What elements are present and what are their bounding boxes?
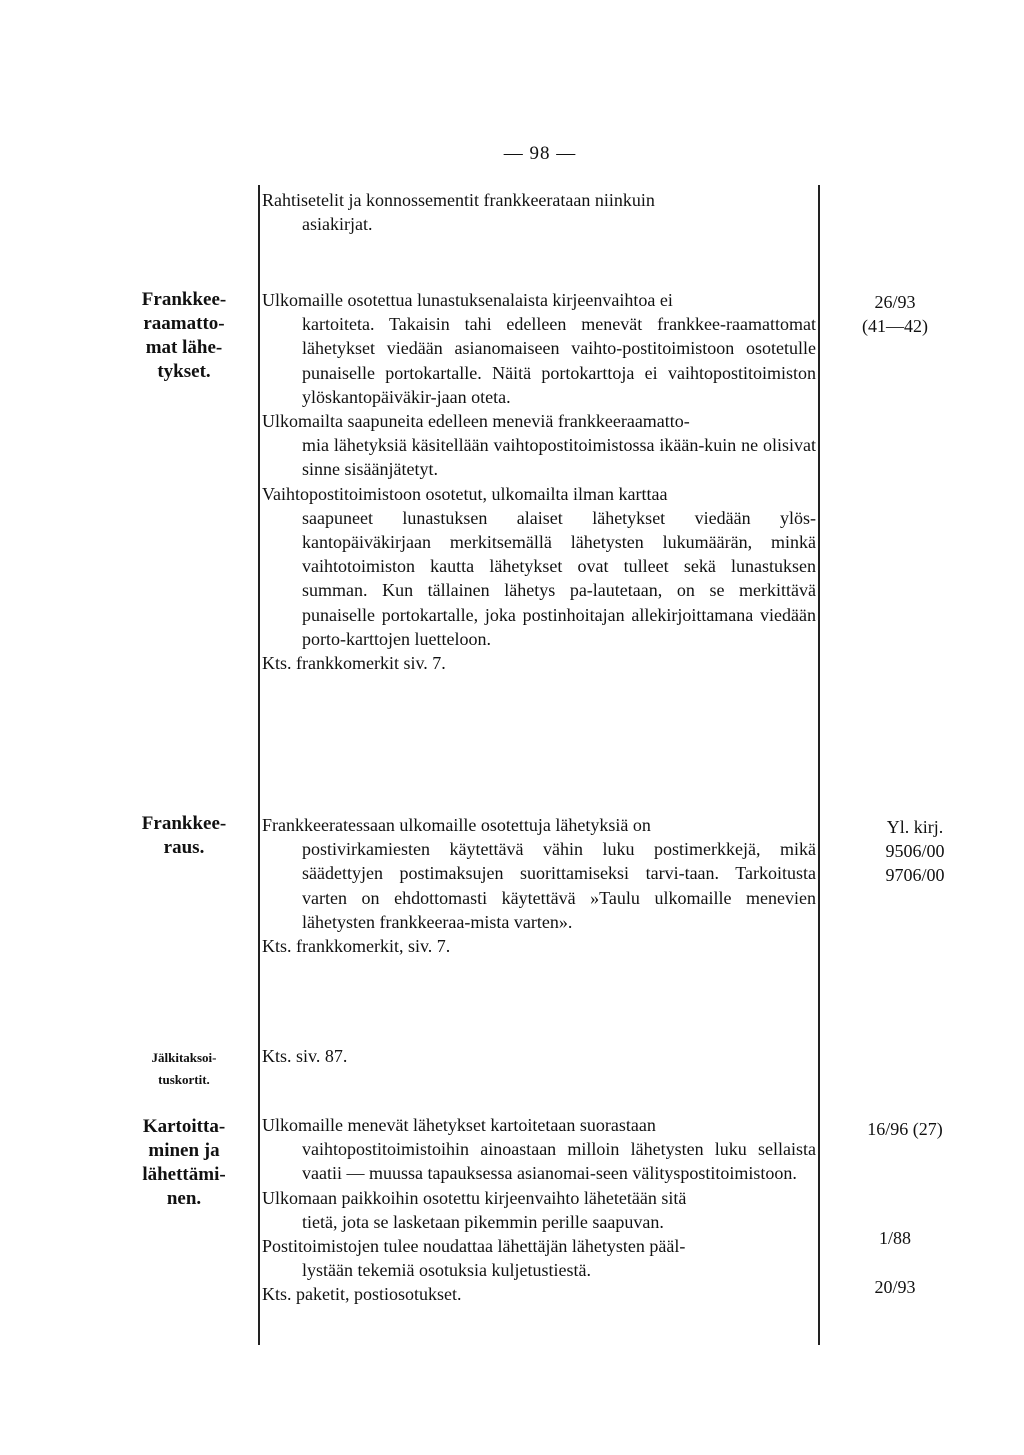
- side-heading-line: raus.: [163, 837, 205, 858]
- reference-line: 9706/00: [885, 865, 945, 885]
- paragraph-first-line: Ulkomaan paikkoihin osotettu kirjeenvaihto lähetetään sitä: [262, 1187, 687, 1208]
- section-intro: [262, 188, 816, 236]
- paragraph: [262, 1186, 816, 1234]
- paragraph: [262, 409, 816, 482]
- paragraph-first-line: Vaihtopostitoimistoon osotetut, ulkomailta ilman karttaa: [262, 483, 668, 504]
- paragraph: [262, 813, 816, 934]
- paragraph-rest: lystään tekemiä osotuksia kuljetustiestä.: [302, 1260, 591, 1281]
- paragraph-first-line: Frankkeeratessaan ulkomaille osotettuja lähetyksiä on: [262, 815, 651, 835]
- margin-reference: [850, 815, 980, 887]
- paragraph-first-line: Kts. paketit, postiosotukset.: [262, 1284, 462, 1305]
- paragraph-rest: saapuneet lunastuksen alaiset lähetykset viedään ylös-kantopäiväkirjaan merkitsemällä lähetysten lukumäärän, minkä vaihtotoimiston kautta lähetykset ovat tulleet sekä lunastuksen summan. Kun tällainen lähetys pa-lautetaan, on se merkittävä punaiselle portokartalle, joka postinhoitajan allekirjoittamana viedään porto-karttojen luetteloon.: [302, 507, 816, 649]
- reference-line: 20/93: [874, 1277, 916, 1297]
- paragraph-first-line: Ulkomaille osotettua lunastuksenalaista kirjeenvaihtoa ei: [262, 290, 673, 310]
- paragraph: [262, 651, 816, 675]
- paragraph-first-line: Kts. siv. 87.: [262, 1046, 348, 1066]
- side-heading-line: Frankkee-: [141, 813, 227, 834]
- side-heading-line: Kartoitta-: [142, 1116, 226, 1137]
- paragraph: [262, 188, 816, 236]
- paragraph-first-line: Kts. frankkomerkit siv. 7.: [262, 653, 446, 674]
- paragraph-first-line: Ulkomaille menevät lähetykset kartoitetaan suorastaan: [262, 1115, 656, 1135]
- side-heading-line: lähettämi-: [142, 1164, 226, 1185]
- side-heading-line: minen ja: [148, 1140, 220, 1161]
- paragraph-rest: asiakirjat.: [302, 214, 373, 235]
- right-rule: [818, 185, 820, 1345]
- side-heading-line: raamatto-: [143, 313, 225, 334]
- paragraph-rest: kartoiteta. Takaisin tahi edelleen menevät frankkee-raamattomat lähetykset viedään asianomaiseen vaihto-postitoimistoon osotetulle punaiselle portokartalle. Näitä portokarttoja ei vaihtopostitoimiston ylöskantopäiväkir-jaan oteta.: [302, 314, 816, 407]
- side-heading-line: tuskortit.: [158, 1072, 210, 1087]
- paragraph-first-line: Kts. frankkomerkit, siv. 7.: [262, 936, 451, 957]
- side-heading-frankkeeraus: [108, 812, 260, 860]
- paragraph: [262, 288, 816, 409]
- side-heading-kartoittaminen: [108, 1115, 260, 1211]
- reference-line: 16/96 (27): [867, 1119, 943, 1139]
- paragraph-first-line: Rahtisetelit ja konnossementit frankkeerataan niinkuin: [262, 190, 655, 210]
- paragraph: [262, 1113, 816, 1186]
- reference-line: 9506/00: [885, 841, 945, 861]
- section-jalkitaksoituskortit: [262, 1044, 816, 1068]
- side-heading-frankkeeraamattomat: [108, 288, 260, 384]
- side-heading-jalkitaksoituskortit: [108, 1047, 260, 1091]
- reference-line: Yl. kirj.: [886, 817, 944, 837]
- paragraph-rest: mia lähetyksiä käsitellään vaihtopostitoimistossa ikään-kuin ne olisivat sinne sisäänjätetyt.: [302, 435, 816, 480]
- margin-reference: [840, 290, 950, 338]
- side-heading-line: mat lähe-: [145, 337, 223, 358]
- paragraph-rest: postivirkamiesten käytettävä vähin luku postimerkkejä, mikä säädettyjen postimaksujen suorittamiseksi tarvi-taan. Tarkoitusta varten on ehdottomasti käytettävä »Taulu ulkomaille menevien lähetysten frankkeeraa-mista varten».: [302, 839, 816, 932]
- paragraph-rest: vaihtopostitoimistoihin ainoastaan milloin lähetysten luku sellaista vaatii — muussa tapauksessa asianomai-seen välityspostitoimistoon.: [302, 1139, 816, 1184]
- paragraph: [262, 482, 816, 651]
- paragraph: [262, 1282, 816, 1306]
- margin-reference: [845, 1117, 965, 1141]
- side-heading-line: nen.: [166, 1188, 202, 1209]
- section-frankkeeraamattomat: [262, 288, 816, 675]
- margin-reference: [845, 1226, 945, 1250]
- paragraph-first-line: Postitoimistojen tulee noudattaa lähettäjän lähetysten pääl-: [262, 1236, 686, 1257]
- section-frankkeeraus: [262, 813, 816, 958]
- side-heading-line: Jälkitaksoi-: [151, 1050, 217, 1065]
- section-kartoittaminen: [262, 1113, 816, 1307]
- paragraph-first-line: Ulkomailta saapuneita edelleen meneviä frankkeeraamatto-: [262, 411, 690, 432]
- page-number: — 98 —: [503, 143, 577, 164]
- side-heading-line: Frankkee-: [141, 289, 227, 310]
- side-heading-line: tykset.: [157, 361, 211, 382]
- paragraph: [262, 1044, 816, 1068]
- margin-reference: [845, 1275, 945, 1299]
- reference-line: (41—42): [862, 316, 928, 336]
- reference-line: 26/93: [874, 292, 916, 312]
- paragraph: [262, 934, 816, 958]
- reference-line: 1/88: [878, 1228, 911, 1248]
- paragraph-rest: tietä, jota se lasketaan pikemmin perille saapuvan.: [302, 1211, 664, 1232]
- paragraph: [262, 1234, 816, 1282]
